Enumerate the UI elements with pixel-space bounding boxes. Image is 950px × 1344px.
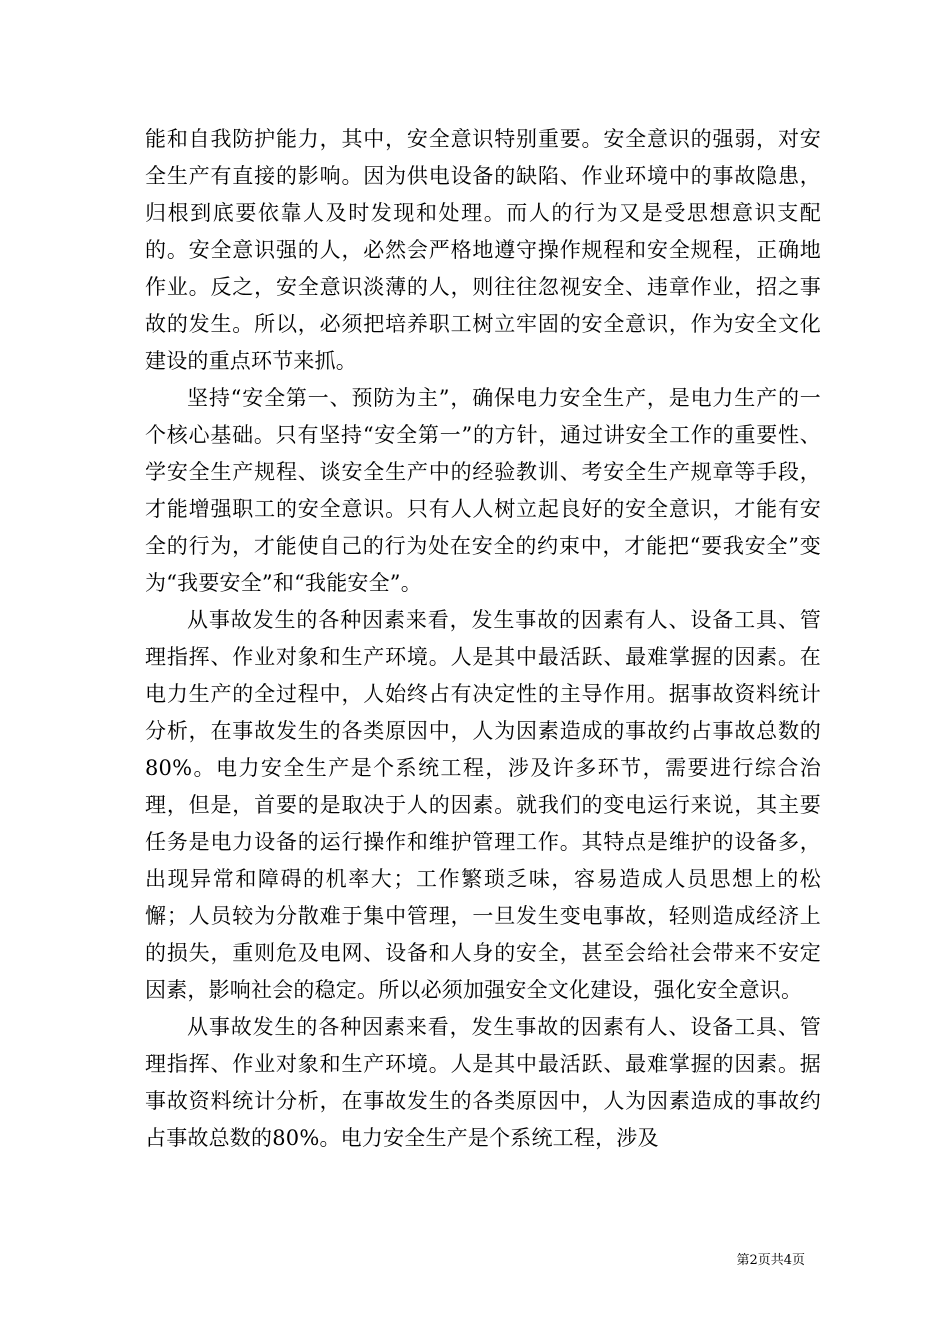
paragraph-safety-first: 坚持“安全第一、预防为主”，确保电力安全生产，是电力生产的一个核心基础。只有坚持“安全第一”的方针，通过讲安全工作的重要性、学安全生产规程、谈安全生产中的经验教训、考安全生产规章等手段，才能增强职工的安全意识。只有人人树立起良好的安全意识，才能有安全的行为，才能使自己的行为处在安全的约束中，才能把“要我安全”变为“我要安全”和“我能安全”。 xyxy=(145,386,821,595)
document-body xyxy=(145,121,821,1157)
paragraph-accident-factors-repeat: 从事故发生的各种因素来看，发生事故的因素有人、设备工具、管理指挥、作业对象和生产环境。人是其中最活跃、最难掌握的因素。据事故资料统计分析，在事故发生的各类原因中，人为因素造成的事故约占事故总数的80%。电力安全生产是个系统工程，涉及 xyxy=(145,1015,821,1150)
page-number-footer: 第2页共4页 xyxy=(736,1253,805,1268)
paragraph-accident-factors: 从事故发生的各种因素来看，发生事故的因素有人、设备工具、管理指挥、作业对象和生产环境。人是其中最活跃、最难掌握的因素。在电力生产的全过程中，人始终占有决定性的主导作用。据事故资料统计分析，在事故发生的各类原因中，人为因素造成的事故约占事故总数的80%。电力安全生产是个系统工程，涉及许多环节，需要进行综合治理，但是，首要的是取决于人的因素。就我们的变电运行来说，其主要任务是电力设备的运行操作和维护管理工作。其特点是维护的设备多，出现异常和障碍的机率大；工作繁琐乏味，容易造成人员思想上的松懈；人员较为分散难于集中管理，一旦发生变电事故，轻则造成经济上的损失，重则危及电网、设备和人身的安全，甚至会给社会带来不安定因素，影响社会的稳定。所以必须加强安全文化建设，强化安全意识。 xyxy=(145,608,821,1002)
paragraph-continued: 能和自我防护能力，其中，安全意识特别重要。安全意识的强弱，对安全生产有直接的影响。因为供电设备的缺陷、作业环境中的事故隐患，归根到底要依靠人及时发现和处理。而人的行为又是受思想意识支配的。安全意识强的人，必然会严格地遵守操作规程和安全规程，正确地作业。反之，安全意识淡薄的人，则往往忽视安全、违章作业，招之事故的发生。所以，必须把培养职工树立牢固的安全意识，作为安全文化建设的重点环节来抓。 xyxy=(145,127,821,373)
